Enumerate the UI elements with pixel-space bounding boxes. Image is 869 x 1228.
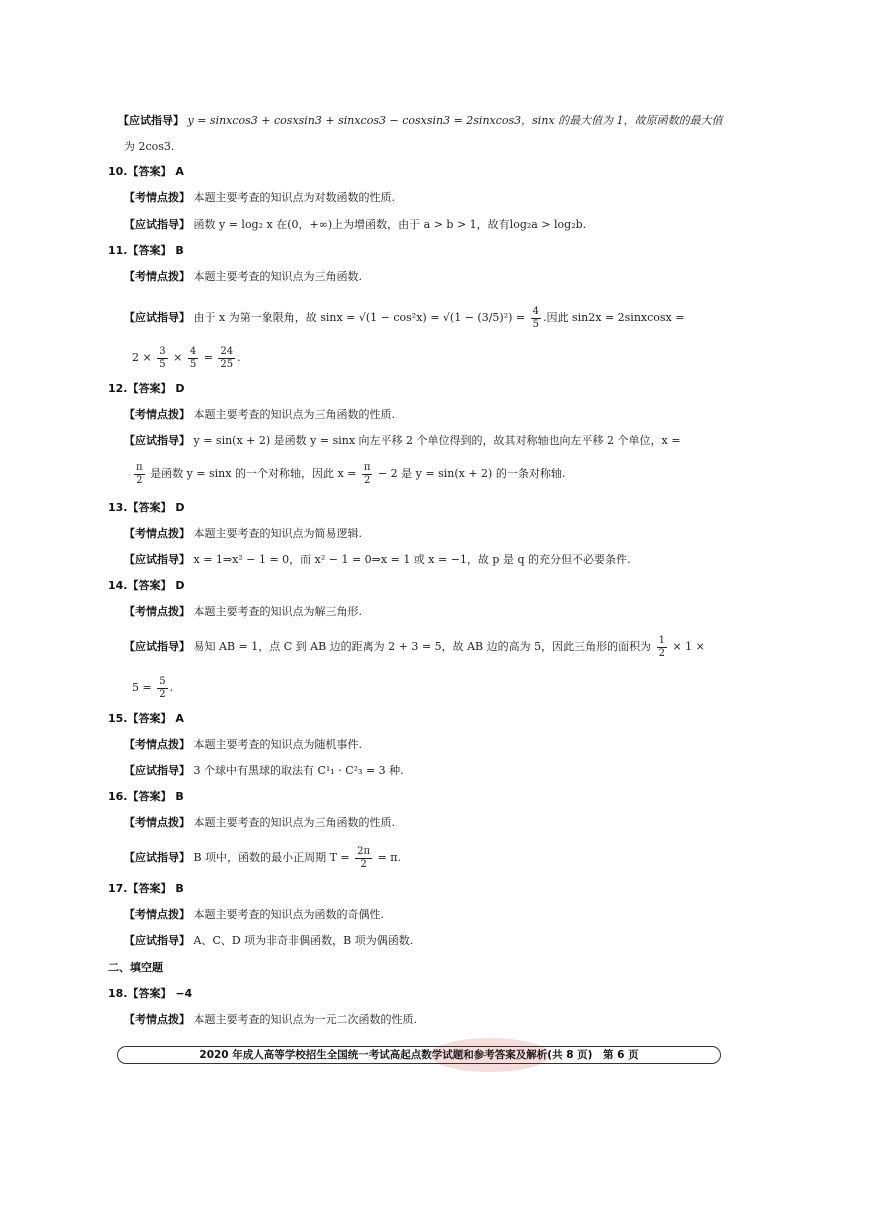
guidance-line-15 [124, 763, 404, 779]
guidance-text: A、C、D 项为非奇非偶函数，B 项为偶函数. [193, 934, 414, 947]
analysis-text: 本题主要考查的知识点为三角函数. [193, 270, 362, 283]
math-text: . [237, 351, 241, 364]
analysis-tag: 【考情点拨】 [124, 408, 190, 421]
fraction [657, 635, 667, 660]
answer-heading-14: 14.【答案】 D [108, 579, 185, 592]
analysis-text: 本题主要考查的知识点为三角函数的性质. [193, 816, 395, 829]
fraction-denominator: 5 [159, 358, 166, 370]
analysis-line-11 [124, 269, 362, 285]
answer-heading-16: 16.【答案】 B [108, 790, 184, 803]
guidance-line-12 [124, 433, 680, 449]
fraction-numerator: 1 [658, 634, 665, 646]
guidance-text: 易知 AB = 1，点 C 到 AB 边的距离为 2 + 3 = 5，故 AB 边的高为 5，因此三角形的面积为 [193, 640, 652, 653]
guidance-text: B 项中，函数的最小正周期 T = [193, 851, 350, 864]
answer-heading-13: 13.【答案】 D [108, 501, 185, 514]
fraction [362, 462, 373, 487]
math-text: 5 = [132, 681, 152, 694]
fraction [531, 306, 541, 331]
analysis-line-18 [124, 1012, 417, 1028]
guidance-text: × 1 × [672, 640, 705, 653]
answer-heading-10: 10.【答案】 A [108, 165, 184, 178]
analysis-text: 本题主要考查的知识点为简易逻辑. [193, 527, 362, 540]
fraction-denominator: 2 [360, 858, 367, 870]
guidance-tag: 【应试指导】 [124, 764, 190, 777]
analysis-text: 本题主要考查的知识点为函数的奇偶性. [193, 908, 384, 921]
guidance-line-continued [124, 139, 174, 155]
answer-heading-18: 18.【答案】 −4 [108, 987, 193, 1000]
guidance-tag: 【应试指导】 [124, 934, 190, 947]
guidance-tag: 【应试指导】 [124, 553, 190, 566]
analysis-tag: 【考情点拨】 [124, 270, 190, 283]
analysis-line-14 [124, 604, 362, 620]
guidance-text: 为 2cos3. [124, 140, 175, 153]
fraction-denominator: 2 [159, 688, 166, 700]
section-heading: 二、填空题 [108, 961, 163, 974]
guidance-text: y = sinxcos3 + cosxsin3 + sinxcos3 − cosxsin3 = 2sinxcos3，sinx 的最大值为 1，故原函数的最大值 [187, 114, 723, 127]
analysis-text: 本题主要考查的知识点为三角函数的性质. [193, 408, 395, 421]
guidance-text: 由于 x 为第一象限角，故 sinx = √(1 − cos²x) = √(1 − (3/5)²) = [193, 311, 526, 324]
guidance-tag: 【应试指导】 [124, 851, 190, 864]
math-text: . [169, 681, 174, 694]
fraction-denominator: 2 [136, 474, 143, 486]
fraction-denominator: 2 [363, 474, 371, 486]
answer-heading-12: 12.【答案】 D [108, 382, 185, 395]
fraction-denominator: 2 [658, 647, 665, 659]
analysis-line-12 [124, 407, 395, 423]
analysis-line-15 [124, 737, 362, 753]
analysis-tag: 【考情点拨】 [124, 191, 190, 204]
analysis-tag: 【考情点拨】 [124, 527, 190, 540]
fraction [355, 846, 372, 871]
footer-text: 2020 年成人高等学校招生全国统一考试高起点数学试题和参考答案及解析(共 8 页) 第 6 页 [199, 1049, 639, 1061]
fraction-numerator: 3 [159, 345, 166, 357]
guidance-line-11 [124, 303, 684, 333]
fraction-numerator: 4 [189, 345, 197, 357]
analysis-tag: 【考情点拨】 [124, 1013, 190, 1026]
analysis-line-16 [124, 815, 395, 831]
analysis-tag: 【考情点拨】 [124, 908, 190, 921]
guidance-text: y = sin(x + 2) 是函数 y = sinx 向左平移 2 个单位得到的，故其对称轴也向左平移 2 个单位，x = [193, 434, 681, 447]
fraction-numerator: 5 [159, 675, 166, 687]
answer-heading-15: 15.【答案】 A [108, 712, 184, 725]
fraction-numerator: 4 [532, 305, 539, 317]
guidance-line-12-continued [132, 459, 565, 489]
guidance-tag: 【应试指导】 [118, 114, 184, 127]
math-text: = [203, 351, 213, 364]
guidance-tag: 【应试指导】 [124, 434, 190, 447]
guidance-line-11-continued [132, 343, 241, 373]
guidance-text: = π. [377, 851, 402, 864]
analysis-text: 本题主要考查的知识点为解三角形. [193, 605, 362, 618]
page-footer [117, 1046, 721, 1064]
guidance-text: − 2 是 y = sin(x + 2) 的一条对称轴. [377, 467, 566, 480]
analysis-tag: 【考情点拨】 [124, 738, 190, 751]
fraction [218, 346, 235, 371]
guidance-text: .因此 sin2x = 2sinxcosx = [543, 311, 685, 324]
guidance-tag: 【应试指导】 [124, 640, 190, 653]
analysis-line-13 [124, 526, 362, 542]
guidance-tag: 【应试指导】 [124, 311, 190, 324]
guidance-text: 函数 y = log₂ x 在(0，+∞)上为增函数，由于 a > b > 1，故有log₂a > log₂b. [193, 218, 587, 231]
guidance-text: 3 个球中有黑球的取法有 C¹₁ · C²₃ = 3 种. [193, 764, 404, 777]
fraction [157, 346, 167, 371]
analysis-tag: 【考情点拨】 [124, 605, 190, 618]
fraction-numerator: π [363, 461, 371, 473]
answer-heading-11: 11.【答案】 B [108, 244, 184, 257]
guidance-line-17 [124, 933, 413, 949]
fraction-numerator: 2π [357, 845, 371, 857]
guidance-line-10 [124, 217, 586, 233]
guidance-line-16 [124, 843, 401, 873]
fraction [188, 346, 198, 371]
math-text: 2 × [132, 351, 152, 364]
analysis-text: 本题主要考查的知识点为对数函数的性质. [193, 191, 395, 204]
fraction-numerator: 24 [220, 345, 234, 357]
analysis-line-10 [124, 190, 395, 206]
guidance-text: x = 1⇒x² − 1 = 0，而 x² − 1 = 0⇒x = 1 或 x = −1，故 p 是 q 的充分但不必要条件. [193, 553, 631, 566]
guidance-text: 是函数 y = sinx 的一个对称轴，因此 x = [150, 467, 357, 480]
fraction-denominator: 5 [189, 358, 197, 370]
analysis-text: 本题主要考查的知识点为随机事件. [193, 738, 362, 751]
analysis-text: 本题主要考查的知识点为一元二次函数的性质. [193, 1013, 417, 1026]
fraction-numerator: π [136, 461, 143, 473]
answer-heading-17: 17.【答案】 B [108, 882, 184, 895]
guidance-line-14 [124, 632, 705, 662]
guidance-line-14-continued [132, 673, 173, 703]
analysis-tag: 【考情点拨】 [124, 816, 190, 829]
fraction [157, 676, 167, 701]
analysis-line-17 [124, 907, 384, 923]
math-text: × [173, 351, 183, 364]
guidance-line [118, 113, 723, 129]
guidance-tag: 【应试指导】 [124, 218, 190, 231]
guidance-line-13 [124, 552, 631, 568]
fraction-denominator: 25 [220, 358, 234, 370]
fraction-denominator: 5 [532, 318, 539, 330]
fraction [134, 462, 145, 487]
